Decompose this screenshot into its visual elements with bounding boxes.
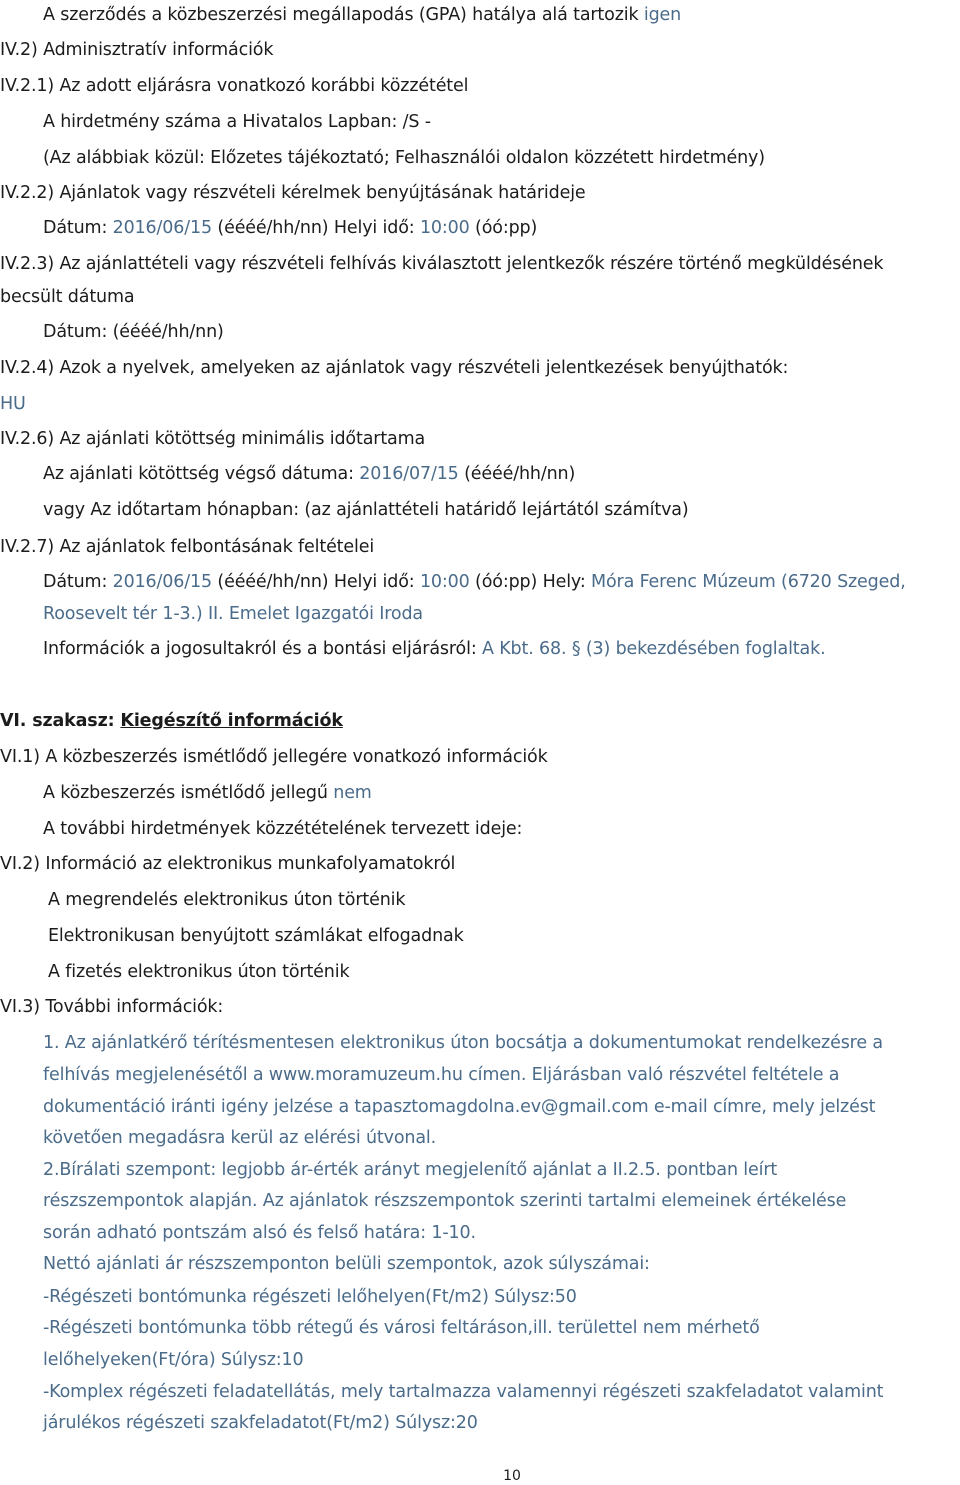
criterion-2: -Régészeti bontómunka több rétegű és városi feltáráson,ill. területtel nem mérhető: [43, 1318, 760, 1338]
info-para-1-line-4: követően megadásra kerül az elérési útvonal.: [43, 1128, 437, 1148]
notice-type-line: (Az alábbiak közül: Előzetes tájékoztató; Felhasználói oldalon közzétett hirdetmény): [43, 148, 765, 168]
deadline-time: 10:00: [419, 218, 470, 238]
opening-place-cont: Roosevelt tér 1-3.) II. Emelet Igazgatói Iroda: [43, 604, 423, 624]
info-para-1-line-1: 1. Az ajánlatkérő térítésmentesen elektronikus úton bocsátja a dokumentumokat rendelkezésre a: [43, 1033, 883, 1053]
notice-number-line: A hirdetmény száma a Hivatalos Lapban: /S -: [43, 112, 431, 132]
invitation-date-line: Dátum: (éééé/hh/nn): [43, 322, 224, 342]
section-iv27-heading: IV.2.7) Az ajánlatok felbontásának feltételei: [0, 537, 375, 557]
gpa-label: A szerződés a közbeszerzési megállapodás (GPA) hatálya alá tartozik: [43, 5, 644, 25]
binding-months-line: vagy Az időtartam hónapban: (az ajánlattételi határidő lejártától számítva): [43, 500, 689, 520]
info-para-1-line-2: felhívás megjelenésétől a www.moramuzeum.hu címen. Eljárásban való részvétel feltétele a: [43, 1065, 840, 1085]
opening-info-line: Információk a jogosultakról és a bontási eljárásról: A Kbt. 68. § (3) bekezdésében foglaltak.: [43, 639, 826, 659]
e-invoicing-line: Elektronikusan benyújtott számlákat elfogadnak: [48, 926, 464, 946]
binding-date: 2016/07/15: [359, 464, 459, 484]
section-vi2-heading: VI.2) Információ az elektronikus munkafolyamatokról: [0, 854, 456, 874]
recurring-value: nem: [333, 783, 372, 803]
recurring-line: A közbeszerzés ismétlődő jellegű nem: [43, 783, 372, 803]
opening-place: Móra Ferenc Múzeum (6720 Szeged,: [591, 572, 906, 592]
criterion-2-cont: lelőhelyeken(Ft/óra) Súlysz:10: [43, 1350, 304, 1370]
info-para-2-line-3: során adható pontszám alsó és felső határa: 1-10.: [43, 1223, 476, 1243]
section-iv23-heading: IV.2.3) Az ajánlattételi vagy részvételi felhívás kiválasztott jelentkezők részére történő megküldésének: [0, 254, 884, 274]
section-iv23-heading-cont: becsült dátuma: [0, 287, 135, 307]
opening-date: 2016/06/15: [112, 572, 212, 592]
info-para-2-line-2: részszempontok alapján. Az ajánlatok részszempontok szerinti tartalmi elemeinek értékelése: [43, 1191, 847, 1211]
further-notices-line: A további hirdetmények közzétételének tervezett ideje:: [43, 819, 523, 839]
deadline-line: Dátum: 2016/06/15 (éééé/hh/nn) Helyi idő: 10:00 (óó:pp): [43, 218, 538, 238]
info-para-2-line-1: 2.Bírálati szempont: legjobb ár-érték arányt megjelenítő ajánlat a II.2.5. pontban leírt: [43, 1160, 778, 1180]
section-iv21-heading: IV.2.1) Az adott eljárásra vonatkozó korábbi közzététel: [0, 76, 469, 96]
deadline-date: 2016/06/15: [112, 218, 212, 238]
e-ordering-line: A megrendelés elektronikus úton történik: [48, 890, 406, 910]
criterion-1: -Régészeti bontómunka régészeti lelőhelyen(Ft/m2) Súlysz:50: [43, 1287, 577, 1307]
opening-info-value: A Kbt. 68. § (3) bekezdésében foglaltak.: [481, 639, 826, 659]
info-para-3-line-1: Nettó ajánlati ár részszemponton belüli szempontok, azok súlyszámai:: [43, 1254, 650, 1274]
section-iv2-heading: IV.2) Adminisztratív információk: [0, 40, 274, 60]
info-para-1-line-3: dokumentáció iránti igény jelzése a tapasztomagdolna.ev@gmail.com e-mail címre, mely jelzést: [43, 1097, 876, 1117]
e-payment-line: A fizetés elektronikus úton történik: [48, 962, 350, 982]
section-vi1-heading: VI.1) A közbeszerzés ismétlődő jellegére vonatkozó információk: [0, 747, 548, 767]
section-vi-heading: VI. szakasz: Kiegészítő információk: [0, 711, 343, 731]
gpa-line: [43, 3, 681, 27]
section-vi3-heading: VI.3) További információk:: [0, 997, 224, 1017]
section-iv26-heading: IV.2.6) Az ajánlati kötöttség minimális időtartama: [0, 429, 426, 449]
section-iv24-heading: IV.2.4) Azok a nyelvek, amelyeken az ajánlatok vagy részvételi jelentkezések benyújthatók:: [0, 358, 789, 378]
page-number: 10: [503, 1468, 521, 1484]
gpa-value: igen: [643, 5, 682, 25]
criterion-3-cont: járulékos régészeti szakfeladatot(Ft/m2) Súlysz:20: [43, 1413, 478, 1433]
criterion-3: -Komplex régészeti feladatellátás, mely tartalmazza valamennyi régészeti szakfeladatot valamint: [43, 1382, 884, 1402]
opening-time: 10:00: [419, 572, 470, 592]
section-iv22-heading: IV.2.2) Ajánlatok vagy részvételi kérelmek benyújtásának határideje: [0, 183, 586, 203]
language-value: HU: [0, 394, 26, 414]
opening-line: Dátum: 2016/06/15 (éééé/hh/nn) Helyi idő: 10:00 (óó:pp) Hely: Móra Ferenc Múzeum (6720 Szeged,: [43, 572, 906, 592]
binding-date-line: Az ajánlati kötöttség végső dátuma: 2016/07/15 (éééé/hh/nn): [43, 464, 576, 484]
